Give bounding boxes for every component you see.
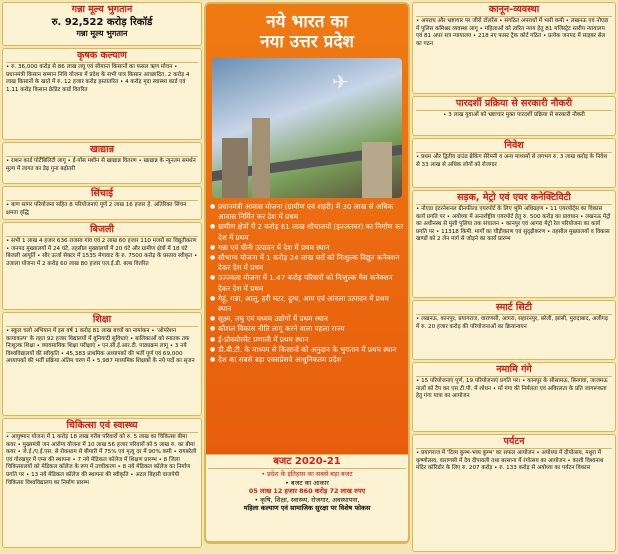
power-heading: बिजली bbox=[6, 224, 198, 237]
achievement-bullet: ● ई-प्रोक्योरमेंट प्रणाली में प्रथम स्थान bbox=[210, 335, 404, 345]
achievement-bullet: ● डी.बी.टी. के माध्यम से किसानों को अनुदान के भुगतान में प्रथम स्थान bbox=[210, 345, 404, 355]
roads-card bbox=[412, 190, 616, 298]
tourism-card bbox=[412, 434, 616, 552]
jobs-card bbox=[412, 96, 616, 136]
right-column bbox=[412, 2, 616, 554]
roads-heading: सड़क, मेट्रो एवं एयर कनेक्टिविटी bbox=[416, 192, 612, 205]
budget-line-2: • बजट का आकार bbox=[285, 478, 329, 487]
budget-line-1: • प्रदेश के इतिहास का सबसे बड़ा बजट bbox=[261, 470, 353, 478]
building-shape bbox=[362, 142, 392, 198]
achievement-bullet: ● उज्ज्वला योजना में 1.47 करोड़ परिवारों को निःशुल्क गैस कनेक्शन देकर देश में प्रथम bbox=[210, 273, 404, 293]
food-heading: खाद्यान्न bbox=[6, 144, 198, 157]
irrigation-heading: सिंचाई bbox=[6, 188, 198, 201]
jobs-heading: पारदर्शी प्रक्रिया से सरकारी नौकरी bbox=[416, 98, 612, 111]
invest-heading: निवेश bbox=[416, 140, 612, 153]
airplane-icon: ✈ bbox=[332, 70, 349, 94]
law-text: • अपराध और भ्रष्टाचार पर जीरो टॉलरेंस • संगठित अपराधों में भारी कमी • लखनऊ एवं नोएडा में पुलिस कमिश्नर व्यवस्था लागू • महिलाओं को त्वरित न्याय हेतु 81 मजिस्ट्रेट स्तरीय न्यायालय एवं 81 अपर सत्र न्यायालय • 218 नए फास्ट ट्रैक कोर्ट गठित • प्रत्येक जनपद में साइबर सेल का गठन bbox=[416, 18, 609, 47]
achievement-bullet: ● ग्रामीण क्षेत्रों में 2 करोड़ 61 लाख शौचालयों (इज्जतघर) का निर्माण कर देश में प्रथम bbox=[210, 222, 404, 242]
achievements-list bbox=[210, 202, 404, 365]
achievement-bullet: ● गन्ना एवं चीनी उत्पादन में देश में प्रथम स्थान bbox=[210, 243, 404, 253]
law-card bbox=[412, 2, 616, 94]
smart-city-heading: स्मार्ट सिटी bbox=[416, 302, 612, 315]
roads-text: • नोएडा इंटरनेशनल ग्रीनफील्ड एयरपोर्ट के लिए भूमि अधिग्रहण • 11 एयरपोर्ट्स का विकास कार्य प्रगति पर • अयोध्या में अन्तर्राष्ट्रीय एयरपोर्ट हेतु रु. 500 करोड़ का प्रावधान • लखनऊ मेट्रो का अधीनस्थ से मुंशी पुलिया तक संचालन • कानपुर एवं आगरा मेट्रो रेल परियोजना का कार्य प्रगति पर • 11318 किमी. मार्गों का चौड़ीकरण एवं सुदृढ़ीकरण • तहसील मुख्यालयों व विकास खण्डों को 2 लेन मार्ग से जोड़ने का कार्य प्रारम्भ bbox=[416, 206, 611, 243]
education-heading: शिक्षा bbox=[6, 314, 198, 327]
achievement-bullet: ● प्रधानमंत्री आवास योजना (ग्रामीण एवं शहरी) में 30 लाख से अधिक आवास निर्मित कर देश में प्रथम bbox=[210, 202, 404, 222]
invest-card bbox=[412, 138, 616, 188]
irrigation-text: • बाण सागर परियोजना सहित 8 परियोजनाएं पूर्ण 2 लाख 16 हजार हे. अतिरिक्त सिंचन क्षमता वृद्धि bbox=[6, 202, 187, 216]
law-heading: कानून-व्यवस्था bbox=[416, 4, 612, 17]
hero-subtitle: नया उत्तर प्रदेश bbox=[260, 32, 354, 52]
agri-text: • रु. 36,000 करोड़ से 86 लाख लघु एवं सीमान्त किसानों का फसल ऋण मोचन • प्रधानमंत्री किसान सम्मान निधि योजना में प्रदेश के सभी पात्र किसान आच्छादित, 2 करोड़ 4 लाख किसानों के खाते में रु. 12 हजार करोड़ हस्तांतरित • 4 करोड़ मृदा स्वास्थ्य कार्ड एवं 1.11 करोड़ किसान क्रेडिट कार्ड वितरित bbox=[6, 64, 190, 93]
education-text: • स्कूल चलो अभियान में इस वर्ष 1 करोड़ 81 लाख बच्चों का नामांकन • 'ऑपरेशन कायाकल्प' के तहत 92 हजार विद्यालयों में बुनियादी सुविधाएं • बालिकाओं को स्नातक तक निःशुल्क शिक्षा • व्यावसायिक शिक्षा परीक्षाएं • एन.सी.ई.आर.टी. पाठ्यक्रम लागू • 3 नये विश्वविद्यालयों की स्वीकृति • 45,383 प्राथमिक अध्यापकों की भर्ती पूर्ण एवं 69,000 अध्यापकों की भर्ती प्रक्रिया अंतिम चरण में • 5,987 माध्यमिक शिक्षकों के नये पदों का सृजन bbox=[6, 328, 195, 365]
achievement-bullet: ● सौभाग्य योजना में 1 करोड़ 24 लाख घरों को निःशुल्क विद्युत कनेक्शन देकर देश में प्रथम bbox=[210, 253, 404, 273]
ganga-text: • 15 परियोजनाएं पूर्ण, 19 परियोजनाएं प्रगति पर। • कानपुर के सीसामऊ, बिनगवां, जाजमऊ नालों को टैप कर एस.टी.पी. में शोधन • माँ गंगा की निर्मलता एवं अविरलता के प्रति जागरूकता हेतु गंगा यात्रा का आयोजन bbox=[416, 378, 608, 400]
sugarcane-amount: रु. 92,522 करोड़ रिकॉर्ड bbox=[51, 17, 153, 28]
health-heading: चिकित्सा एवं स्वास्थ्य bbox=[6, 420, 198, 433]
agri-card bbox=[2, 48, 202, 140]
budget-card bbox=[204, 454, 410, 542]
building-shape bbox=[222, 138, 248, 198]
health-card bbox=[2, 418, 202, 548]
ganga-heading: नमामि गंगे bbox=[416, 364, 612, 377]
irrigation-card bbox=[2, 186, 202, 220]
left-column bbox=[2, 2, 202, 550]
budget-line-5: महिला कल्याण एवं सामाजिक सुरक्षा पर विशेष फोकस bbox=[243, 504, 371, 513]
invest-text: • प्रथम और द्वितीय ग्राउंड ब्रेकिंग सेरेमनी व अन्य माध्यमों से लगभग रु. 3 लाख करोड़ के निवेश से 33 लाख से अधिक लोगों को रोजगार bbox=[416, 154, 608, 168]
achievement-bullet: ● कौशल विकास नीति लागू करने वाला पहला राज्य bbox=[210, 324, 404, 334]
building-shape bbox=[252, 118, 270, 198]
power-text: • सभी 1 लाख 4 हजार 636 राजस्व गांव एवं 2 लाख 60 हजार 110 मजरों का विद्युतीकरण • जनपद मुख्यालयों में 24 घंटे, तहसील मुख्यालयों में 20 घंटे और ग्रामीण क्षेत्रों में 18 घंटे बिजली आपूर्ति • सौर ऊर्जा सेक्टर में 1535 मेगावाट के रु. 7500 करोड़ के प्रस्ताव स्वीकृत • उजाला योजना में 2 करोड़ 60 लाख 80 हजार एल.ई.डी. बल्ब वितरित bbox=[6, 238, 198, 267]
tourism-heading: पर्यटन bbox=[416, 436, 612, 449]
sugarcane-heading: गन्ना मूल्य भुगतान bbox=[71, 4, 133, 15]
ganga-card bbox=[412, 362, 616, 432]
hero-title: नये भारत का bbox=[266, 12, 348, 32]
budget-amount: 05 लाख 12 हजार 860 करोड़ 72 लाख रुपए bbox=[248, 487, 366, 496]
health-text: • आयुष्मान योजना में 1 करोड़ 18 लाख गरीब परिवारों को रु. 5 लाख का चिकित्सा बीमा कवर • मुख्यमंत्री जन आरोग्य योजना में 10 लाख 56 हजार परिवारों को 5 लाख रु. का बीमा कवर • जे.ई./ए.ई.एस. से रोकथाम से बीमारी में 75% एवं मृत्यु दर में 90% कमी • रायबरेली एवं गोरखपुर में एम्स की स्थापना • 7 नये मेडिकल कॉलेज में शिक्षण प्रारम्भ • 8 जिला चिकित्सालयों को मेडिकल कॉलेज के रूप में उच्चीकरण • 8 नये मेडिकल कॉलेज का निर्माण प्रगति पर • 13 नये मेडिकल कॉलेज की स्थापना की स्वीकृति • अटल बिहारी वाजपेयी चिकित्सा विश्वविद्यालय का निर्माण प्रारम्भ bbox=[6, 434, 197, 486]
food-card bbox=[2, 142, 202, 184]
center-column bbox=[204, 2, 410, 544]
budget-heading: बजट 2020-21 bbox=[208, 456, 406, 469]
smart-city-text: • लखनऊ, कानपुर, प्रयागराज, वाराणसी, आगरा, सहारनपुर, बरेली, झांसी, मुरादाबाद, अलीगढ़ में रु. 20 हजार करोड़ की परियोजनाओं का क्रियान्वयन bbox=[416, 316, 608, 330]
sugarcane-subtitle: गन्ना मूल्य भुगतान bbox=[76, 29, 128, 38]
smart-city-card bbox=[412, 300, 616, 360]
sugarcane-card bbox=[2, 2, 202, 46]
tourism-text: • प्रयागराज में 'दिव्य कुम्भ-भव्य कुम्भ' का सफल आयोजन • अयोध्या में दीपोत्सव, मथुरा में कृष्णोत्सव, वाराणसी में देव दीपावली तथा बरसाना में रंगोत्सव का आयोजन • काशी विश्वनाथ मंदिर कॉरिडोर के लिए रु. 207 करोड़ • रु. 133 करोड़ से अयोध्या का पर्यटन विकास bbox=[416, 450, 604, 472]
education-card bbox=[2, 312, 202, 416]
power-card bbox=[2, 222, 202, 310]
achievement-bullet: ● गेहूं, गन्ना, आलू, हरी मटर, दुग्ध, आम एवं आंवला उत्पादन में प्रथम स्थान bbox=[210, 294, 404, 314]
food-text: • राशन कार्ड पोर्टेबिलिटी लागू • ई-पॉस मशीन से खाद्यान्न वितरण • खाद्यान्न के न्यूनतम समर्थन मूल्य में लागत का डेढ़ गुना बढ़ोतरी bbox=[6, 158, 196, 172]
hero-panel bbox=[204, 2, 410, 544]
budget-line-4: • कृषि, शिक्षा, स्वास्थ्य, रोजगार, अवस्थापना, bbox=[254, 495, 360, 504]
achievement-bullet: ● सूक्ष्म, लघु एवं मध्यम उद्योगों में प्रथम स्थान bbox=[210, 314, 404, 324]
development-montage-image bbox=[212, 58, 402, 198]
achievement-bullet: ● देश का सबसे बड़ा एक्सप्रेसवे आधुनिकतम प्रदेश bbox=[210, 355, 404, 365]
agri-heading: कृषक कल्याण bbox=[6, 50, 198, 63]
jobs-text: • 3 लाख युवाओं को भ्रष्टाचार मुक्त पारदर्शी प्रक्रिया से सरकारी नौकरी bbox=[443, 112, 585, 118]
